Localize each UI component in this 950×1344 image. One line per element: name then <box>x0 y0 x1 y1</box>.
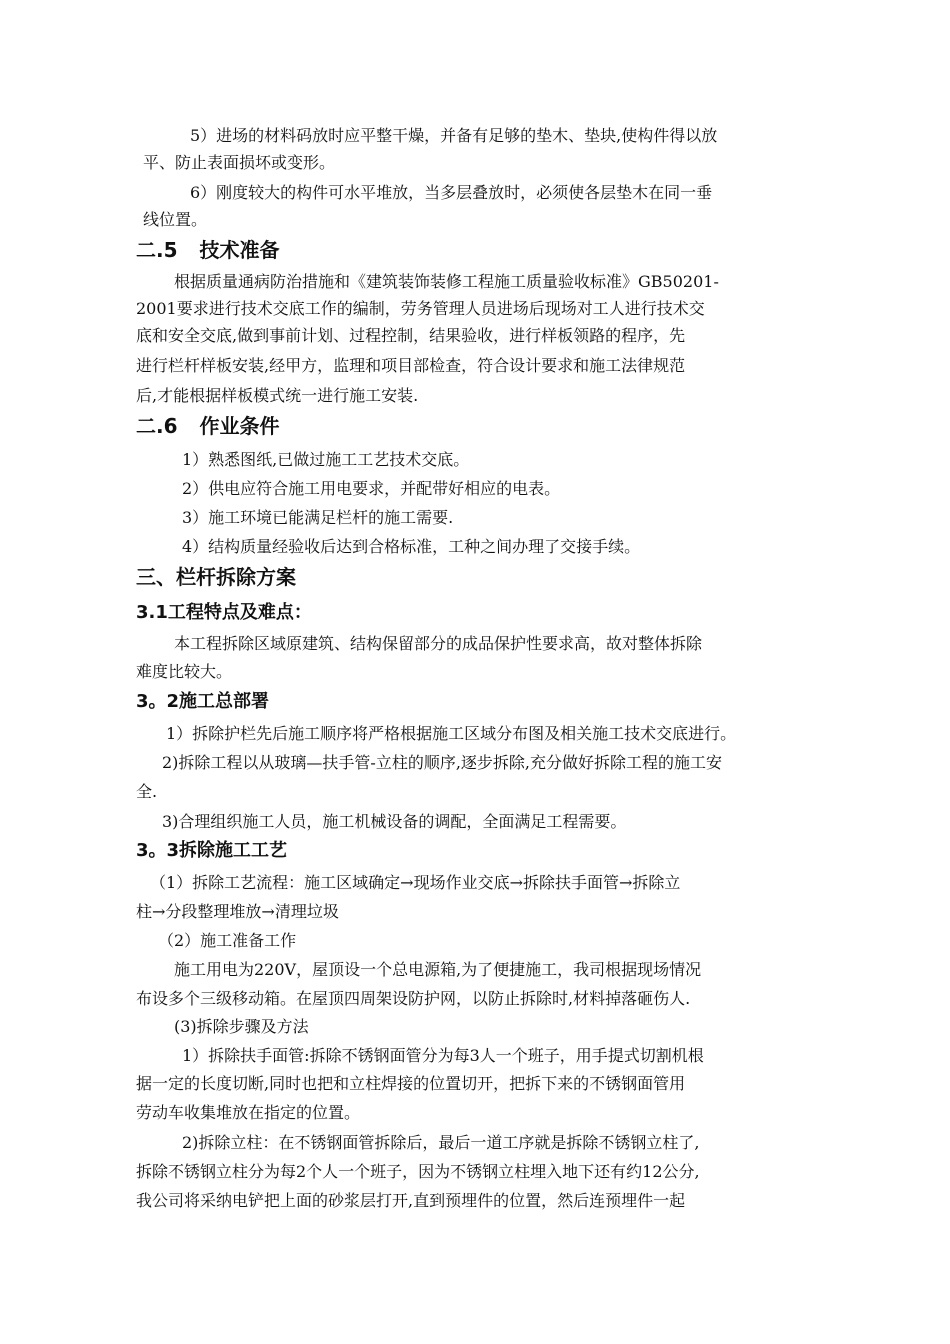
step-1-line-1: 1）拆除扶手面管:拆除不锈钢面管分为每3人一个班子，用手提式切割机根 <box>182 1046 704 1065</box>
section-3-1-line-2: 难度比较大。 <box>136 662 233 681</box>
prep-work-line-2: 布设多个三级移动箱。在屋顶四周架设防护网，以防止拆除时,材料掉落砸伤人. <box>136 989 691 1008</box>
section-3-1-line-1: 本工程拆除区域原建筑、结构保留部分的成品保护性要求高，故对整体拆除 <box>174 634 703 653</box>
prep-work-heading: （2）施工准备工作 <box>158 931 297 950</box>
step-1-line-3: 劳动车收集堆放在指定的位置。 <box>136 1103 361 1122</box>
process-flow-line-1: （1）拆除工艺流程：施工区域确定→现场作业交底→拆除扶手面管→拆除立 <box>150 873 681 892</box>
deployment-item-2-line-2: 全. <box>136 782 158 801</box>
condition-item-3: 3）施工环境已能满足栏杆的施工需要. <box>182 508 454 527</box>
heading-3-3: 3。3拆除施工工艺 <box>136 840 288 861</box>
heading-2-6 <box>136 414 280 438</box>
condition-item-4: 4）结构质量经验收后达到合格标准，工种之间办理了交接手续。 <box>182 537 641 556</box>
tech-prep-line-5: 后,才能根据样板模式统一进行施工安装. <box>136 386 419 405</box>
tech-prep-line-2: 2001要求进行技术交底工作的编制，劳务管理人员进场后现场对工人进行技术交 <box>136 299 705 318</box>
tech-prep-line-3: 底和安全交底,做到事前计划、过程控制，结果验收，进行样板领路的程序，先 <box>136 326 686 345</box>
process-flow-line-2: 柱→分段整理堆放→清理垃圾 <box>136 902 339 921</box>
deployment-item-3: 3)合理组织施工人员，施工机械设备的调配，全面满足工程需要。 <box>162 812 627 831</box>
para-6-line-1: 6）刚度较大的构件可水平堆放，当多层叠放时，必须使各层垫木在同一垂 <box>190 183 713 202</box>
tech-prep-line-1: 根据质量通病防治措施和《建筑装饰装修工程施工质量验收标准》GB50201- <box>174 272 719 291</box>
condition-item-1: 1）熟悉图纸,已做过施工工艺技术交底。 <box>182 450 470 469</box>
heading-section-3: 三、栏杆拆除方案 <box>136 565 296 589</box>
heading-3-2: 3。2施工总部署 <box>136 691 270 712</box>
step-2-line-3: 我公司将采纳电铲把上面的砂浆层打开,直到预埋件的位置，然后连预埋件一起 <box>136 1191 686 1210</box>
step-2-line-1: 2)拆除立柱：在不锈钢面管拆除后，最后一道工序就是拆除不锈钢立柱了, <box>182 1133 700 1152</box>
para-5-line-1: 5）进场的材料码放时应平整干燥，并备有足够的垫木、垫块,使构件得以放 <box>190 126 718 145</box>
heading-2-5-number: 二.5 <box>136 238 178 262</box>
step-1-line-2: 据一定的长度切断,同时也把和立柱焊接的位置切开，把拆下来的不锈钢面管用 <box>136 1074 686 1093</box>
heading-2-5-title: 技术准备 <box>199 238 280 262</box>
para-6-line-2: 线位置。 <box>143 210 208 229</box>
step-2-line-2: 拆除不锈钢立柱分为每2个人一个班子，因为不锈钢立柱埋入地下还有约12公分, <box>136 1162 700 1181</box>
heading-2-6-number: 二.6 <box>136 414 178 438</box>
deployment-item-1: 1）拆除护栏先后施工顺序将严格根据施工区域分布图及相关施工技术交底进行。 <box>166 724 737 743</box>
heading-3-1: 3.1工程特点及难点： <box>136 602 312 623</box>
deployment-item-2-line-1: 2)拆除工程以从玻璃—扶手管-立柱的顺序,逐步拆除,充分做好拆除工程的施工安 <box>162 753 723 772</box>
prep-work-line-1: 施工用电为220V，屋顶设一个总电源箱,为了便捷施工，我司根据现场情况 <box>174 960 702 979</box>
heading-2-5 <box>136 238 280 262</box>
steps-heading: (3)拆除步骤及方法 <box>174 1017 309 1036</box>
condition-item-2: 2）供电应符合施工用电要求，并配带好相应的电表。 <box>182 479 561 498</box>
para-5-line-2: 平、防止表面损坏或变形。 <box>143 153 336 172</box>
tech-prep-line-4: 进行栏杆样板安装,经甲方，监理和项目部检查，符合设计要求和施工法律规范 <box>136 356 686 375</box>
heading-2-6-title: 作业条件 <box>199 414 280 438</box>
